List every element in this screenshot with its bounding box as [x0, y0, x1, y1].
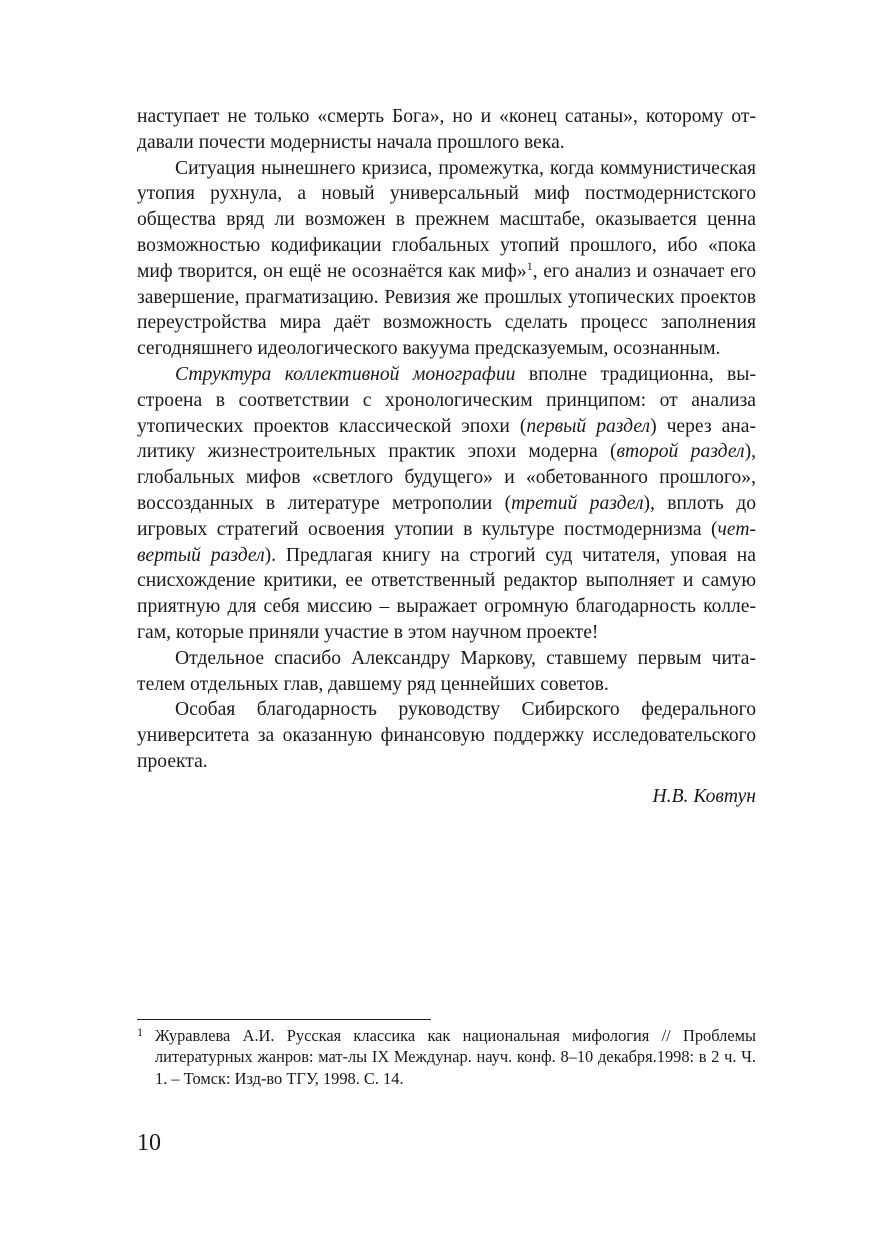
paragraph-2 — [137, 156, 756, 362]
paragraph-3-text-a: вполне традиционна, выстроена в соответствии с хронологическим принципом: от анализа утопических проектов классической эпохи ( — [137, 363, 756, 437]
paragraph-2-text-a: Ситуация нынешнего кризиса, промежутка, когда коммунистическая утопия рухнула, а новый универсальный миф постмодернистского общества вряд ли возможен в прежнем масштабе, оказывается ценна возможностью кодификации глобальных утопий прошлого, ибо «пока миф творится, он ещё не осознаётся как миф» — [137, 157, 756, 282]
italic-second-section: второй раздел — [616, 441, 745, 463]
italic-third-section: третий раздел — [511, 492, 644, 514]
footnote-text: Журавлева А.И. Русская классика как национальная мифология // Проблемы литературных жанров: мат-лы IX Междунар. науч. конф. 8–10 декабря.1998: в 2 ч. Ч. 1. – Томск: Изд-во ТГУ, 1998. С. 14. — [155, 1026, 756, 1088]
paragraph-4: Отдельное спасибо Александру Маркову, ставшему первым читателем отдельных глав, давшему ряд ценнейших советов. — [137, 647, 756, 695]
footnote — [137, 1025, 756, 1089]
paragraph-2-text-b: , его анализ и означает его завершение, прагматизацию. Ревизия же прошлых утопических проектов переустройства мира даёт возможность сделать процесс заполнения сегодняшнего идеологического вакуума предсказуемым, осознанным. — [137, 260, 756, 360]
footnote-divider — [137, 1019, 431, 1020]
italic-first-section: первый раздел — [526, 415, 651, 437]
paragraph-3 — [137, 362, 756, 646]
main-text — [137, 104, 756, 775]
italic-monograph-structure: Структура коллективной монографии — [175, 363, 516, 385]
paragraph-1: наступает не только «смерть Бога», но и «конец сатаны», которому отдавали почести модернисты начала прошлого века. — [137, 106, 756, 153]
paragraph-3-text-c: ), глобальных мифов «светлого будущего» и «обетованного прошлого», воссозданных в литературе метрополии ( — [137, 441, 757, 514]
author-signature: Н.В. Ковтун — [652, 786, 756, 807]
paragraph-5: Особая благодарность руководству Сибирского федерального университета за оказанную финансовую поддержку исследовательского проекта. — [137, 699, 756, 772]
footnote-reference[interactable]: 1 — [526, 258, 533, 273]
italic-fourth-section: четвертый раздел — [137, 518, 756, 566]
paragraph-3-text-d: ), вплоть до игровых стратегий освоения утопии в культуре постмодернизма ( — [137, 492, 756, 540]
footnote-mark: 1 — [137, 1025, 143, 1039]
paragraph-3-text-e: ). Предлагая книгу на строгий суд читателя, уповая на снисхождение критики, ее ответственный редактор выполняет и самую приятную для себя миссию – выражает огромную благодарность коллегам, которые приняли участие в этом научном проекте! — [137, 544, 756, 643]
page-number: 10 — [137, 1130, 161, 1156]
paragraph-3-text-b: ) через аналитику жизнестроительных практик эпохи модерна ( — [137, 415, 756, 463]
